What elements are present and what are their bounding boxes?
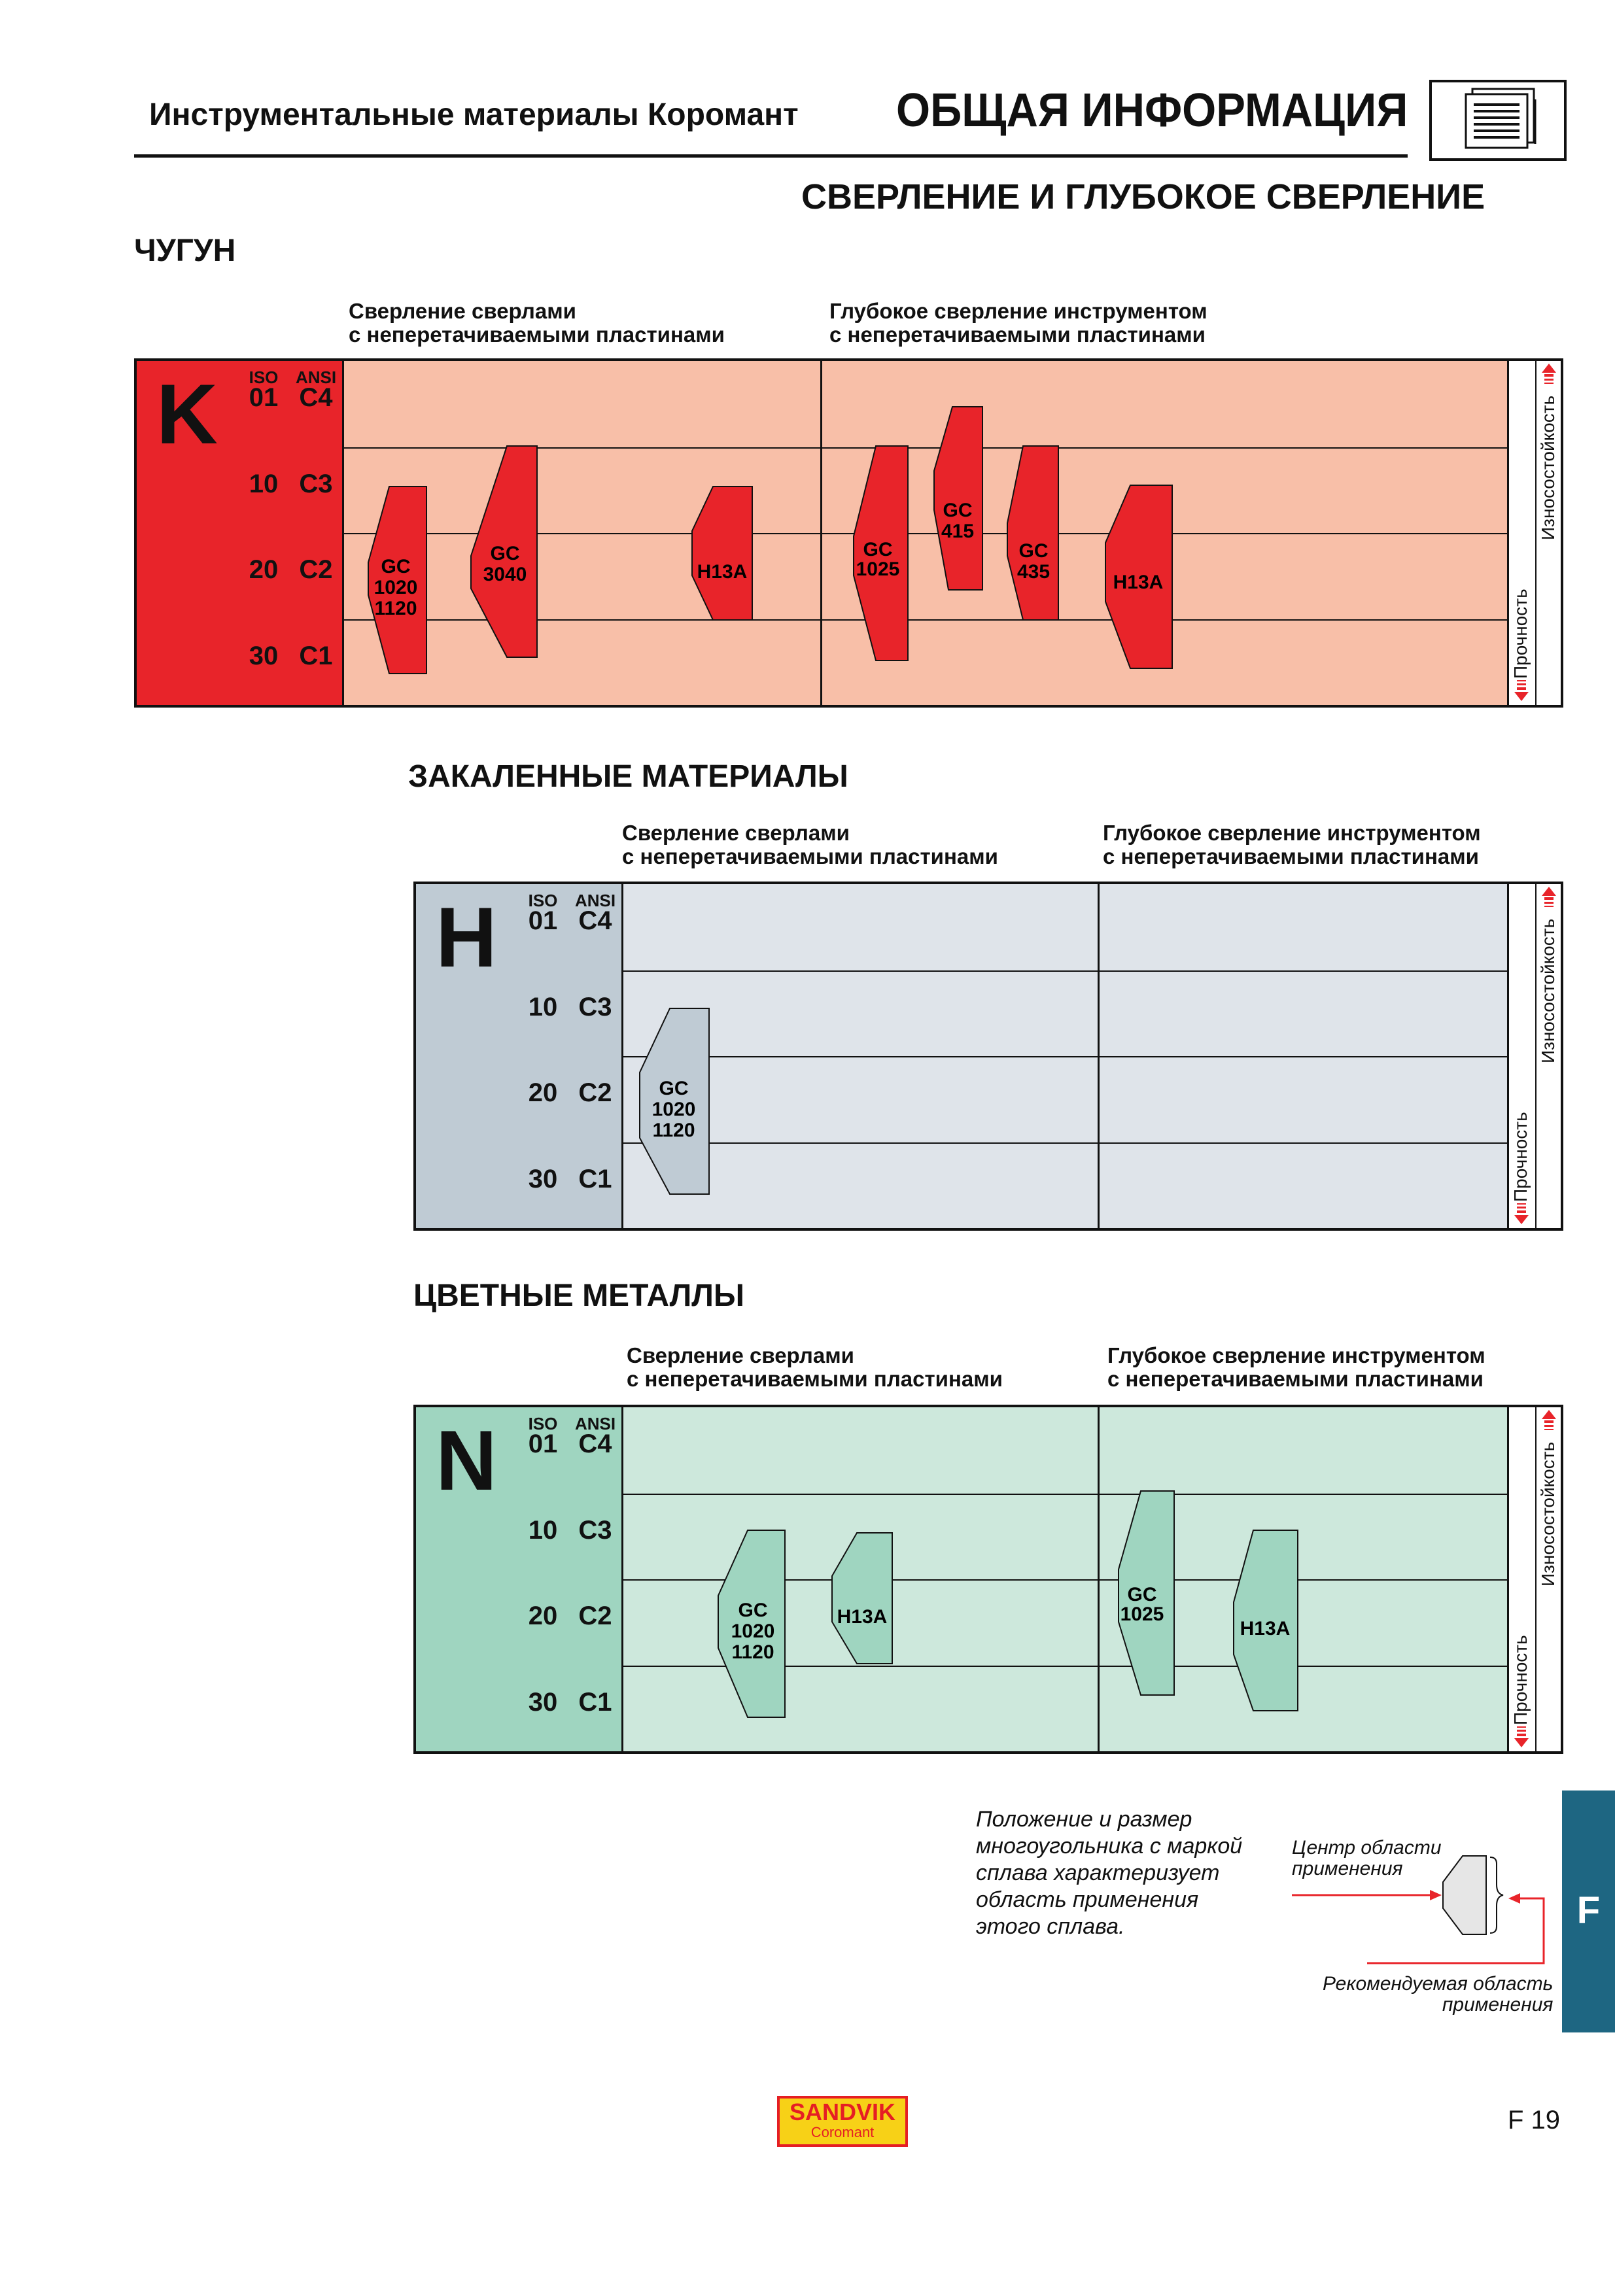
- material-letter: N: [436, 1413, 497, 1508]
- iso-value: 01: [528, 1430, 558, 1458]
- toughness-label: Прочность: [1510, 1635, 1531, 1725]
- grade-label: H13A: [1113, 572, 1164, 593]
- column-head-line: с неперетачиваемыми пластинами: [829, 322, 1206, 347]
- grade-label: GC: [381, 556, 411, 577]
- legend-diagram: [1292, 1856, 1544, 1963]
- column-head-line: с неперетачиваемыми пластинами: [349, 322, 725, 347]
- grade-label: 1020: [373, 577, 418, 598]
- header-left-title: Инструментальные материалы Коромант: [149, 97, 799, 132]
- ansi-value: C2: [299, 555, 333, 584]
- section-tab-letter: F: [1576, 1889, 1601, 1932]
- iso-value: 20: [528, 1078, 558, 1107]
- grade-polygon-k-gc1025: [854, 446, 908, 660]
- grade-label: GC: [738, 1600, 768, 1621]
- ansi-value: C4: [578, 1430, 612, 1458]
- header-right-title: ОБЩАЯ ИНФОРМАЦИЯ: [896, 84, 1408, 137]
- grade-label: 3040: [483, 564, 527, 585]
- material-letter: H: [436, 889, 497, 985]
- iso-value: 01: [249, 383, 279, 412]
- section-title-k: ЧУГУН: [134, 233, 236, 268]
- legend-center-label: Центр области применения: [1292, 1837, 1442, 1879]
- logo-brand: SANDVIK: [789, 2099, 896, 2125]
- ansi-value: C1: [578, 1165, 612, 1193]
- ansi-header: ANSI: [295, 368, 337, 387]
- column-head-line: с неперетачиваемыми пластинами: [1107, 1367, 1484, 1391]
- wear-resistance-label: Износостойкость: [1538, 1441, 1558, 1586]
- toughness-label: Прочность: [1510, 1112, 1531, 1202]
- iso-value: 10: [528, 993, 558, 1021]
- logo-sub: Coromant: [810, 2124, 875, 2140]
- iso-value: 20: [528, 1602, 558, 1630]
- iso-value: 30: [528, 1688, 558, 1717]
- grade-label: 415: [941, 521, 975, 542]
- grade-polygon-k-h13a: [692, 487, 752, 620]
- grade-label: H13A: [837, 1606, 888, 1628]
- grade-label: 1025: [856, 558, 900, 580]
- section-title-n: ЦВЕТНЫЕ МЕТАЛЛЫ: [413, 1278, 744, 1313]
- grade-label: 1120: [652, 1120, 695, 1141]
- ansi-header: ANSI: [574, 891, 616, 910]
- grade-polygon-n-gc1020: [718, 1530, 785, 1717]
- grade-polygon-k-gc415: [934, 407, 982, 590]
- iso-value: 20: [249, 555, 279, 584]
- grade-label: H13A: [697, 561, 748, 583]
- iso-value: 30: [528, 1165, 558, 1193]
- grade-label: 435: [1016, 561, 1051, 583]
- section-title-h: ЗАКАЛЕННЫЕ МАТЕРИАЛЫ: [408, 759, 848, 794]
- toughness-label: Прочность: [1510, 589, 1531, 679]
- grade-label: H13A: [1240, 1618, 1291, 1639]
- wear-resistance-label: Износостойкость: [1538, 395, 1558, 540]
- grade-label: GC: [659, 1078, 689, 1099]
- legend-recommended-label: Рекомендуемая область применения: [1323, 1973, 1554, 2015]
- grade-polygon-k-gc435: [1007, 446, 1058, 620]
- grade-polygon-n-gc1025: [1119, 1491, 1174, 1695]
- page-subtitle: СВЕРЛЕНИЕ И ГЛУБОКОЕ СВЕРЛЕНИЕ: [801, 177, 1485, 216]
- column-head-line: с неперетачиваемыми пластинами: [622, 844, 998, 868]
- iso-value: 10: [249, 470, 279, 498]
- material-letter: K: [156, 366, 218, 462]
- iso-header: ISO: [249, 368, 279, 387]
- ansi-value: C1: [299, 642, 333, 670]
- wear-resistance-label: Износостойкость: [1538, 918, 1558, 1063]
- grade-label: GC: [1127, 1584, 1157, 1605]
- grade-label: GC: [863, 539, 893, 560]
- column-head-line: с неперетачиваемыми пластинами: [1103, 844, 1479, 868]
- grade-label: GC: [943, 500, 973, 521]
- iso-value: 01: [528, 906, 558, 935]
- ansi-value: C3: [578, 1516, 612, 1545]
- grade-label: GC: [1018, 540, 1049, 562]
- column-head-line: Глубокое сверление инструментом: [1103, 821, 1481, 845]
- iso-header: ISO: [528, 891, 558, 910]
- grade-polygon-n-h13a-deep: [1234, 1530, 1298, 1711]
- grade-polygon-k-h13a-deep: [1105, 485, 1172, 668]
- column-head-line: Сверление сверлами: [622, 821, 850, 845]
- grade-label: 1025: [1120, 1603, 1164, 1625]
- legend-description: Положение и размер многоугольника с маркой сплава характеризует область применения этого сплава.: [976, 1807, 1243, 1939]
- ansi-value: C1: [578, 1688, 612, 1717]
- column-head-line: Глубокое сверление инструментом: [1107, 1343, 1485, 1367]
- ansi-value: C3: [578, 993, 612, 1021]
- column-head-line: Сверление сверлами: [627, 1343, 854, 1367]
- ansi-value: C3: [299, 470, 333, 498]
- grade-label: GC: [490, 543, 520, 564]
- iso-value: 10: [528, 1516, 558, 1545]
- page-number: F 19: [1508, 2106, 1561, 2134]
- grade-polygon-k-gc1020: [368, 487, 426, 674]
- column-head-line: Глубокое сверление инструментом: [829, 299, 1207, 323]
- grade-label: 1020: [731, 1620, 775, 1642]
- ansi-value: C4: [299, 383, 333, 412]
- ansi-header: ANSI: [574, 1414, 616, 1433]
- grade-polygon-k-gc3040: [471, 446, 537, 657]
- column-head-line: Сверление сверлами: [349, 299, 576, 323]
- grade-label: 1020: [651, 1099, 696, 1120]
- iso-header: ISO: [528, 1414, 558, 1433]
- ansi-value: C2: [578, 1078, 612, 1107]
- grade-label: 1120: [731, 1641, 774, 1663]
- grade-polygon-h-gc1020: [640, 1008, 709, 1194]
- column-head-line: с неперетачиваемыми пластинами: [627, 1367, 1003, 1391]
- grade-polygon-n-h13a: [832, 1533, 892, 1664]
- iso-value: 30: [249, 642, 279, 670]
- ansi-value: C4: [578, 906, 612, 935]
- ansi-value: C2: [578, 1602, 612, 1630]
- grade-label: 1120: [374, 598, 417, 619]
